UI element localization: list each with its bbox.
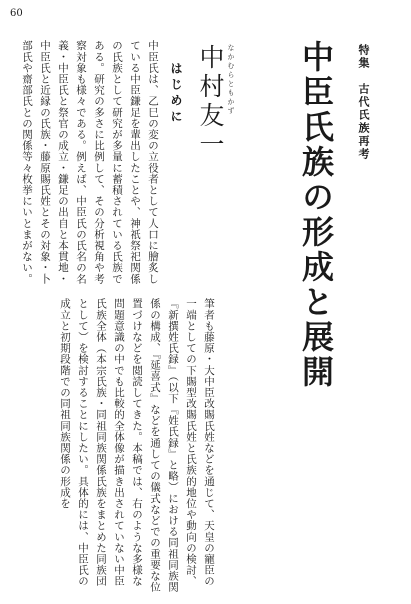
paragraph-continued: 筆者も藤原・大中臣改賜氏姓などを通じて、天皇の寵臣の一端としての下賜型改賜氏姓と氏族的地位や動向の検討、『新撰姓氏録』（以下『姓氏録』と略）における同祖同族関係の構成、『延喜式』などを通しての儀式などでの重要な位置づけなどを閲読してきた。本稿では、右のような多様な問題意識の中でも比較的全体像が描き出されていない中臣氏族全体（本宗氏族・同祖同族関係氏族をまとめた同族団として）を検討することにしたい。具体的には、中臣氏の成立と初期段階での同祖同族関係の形成を xyxy=(59,298,215,593)
section-heading: はじめに xyxy=(169,62,183,126)
paragraph-intro: 中臣氏は、乙巳の変の立役者として人口に膾炙している中臣鎌足を輩出したことや、神祇祭祀関係の氏族として研究が多量に蓄積されている氏族である。研究の多さに比例して、その分析視角や考察対象も様々である。例えば、中臣氏の氏名の名義・中臣氏と祭官の成立・鎌足の出自と本貫地・中臣氏と近縁の氏族・藤原賜氏姓とその対象・卜部氏や齋部氏との関係等々枚挙にいとまがない。 xyxy=(21,40,159,285)
series-label: 特集 古代氏族再考 xyxy=(357,44,370,161)
author-reading: なかむらともかず xyxy=(227,44,235,116)
body-text-upper xyxy=(12,40,162,285)
page-number: 60 xyxy=(10,8,23,19)
author-name: 中村友一 xyxy=(196,44,225,160)
article-title: 中臣氏族の形成と展開 xyxy=(297,40,335,390)
body-text-lower xyxy=(8,298,218,594)
